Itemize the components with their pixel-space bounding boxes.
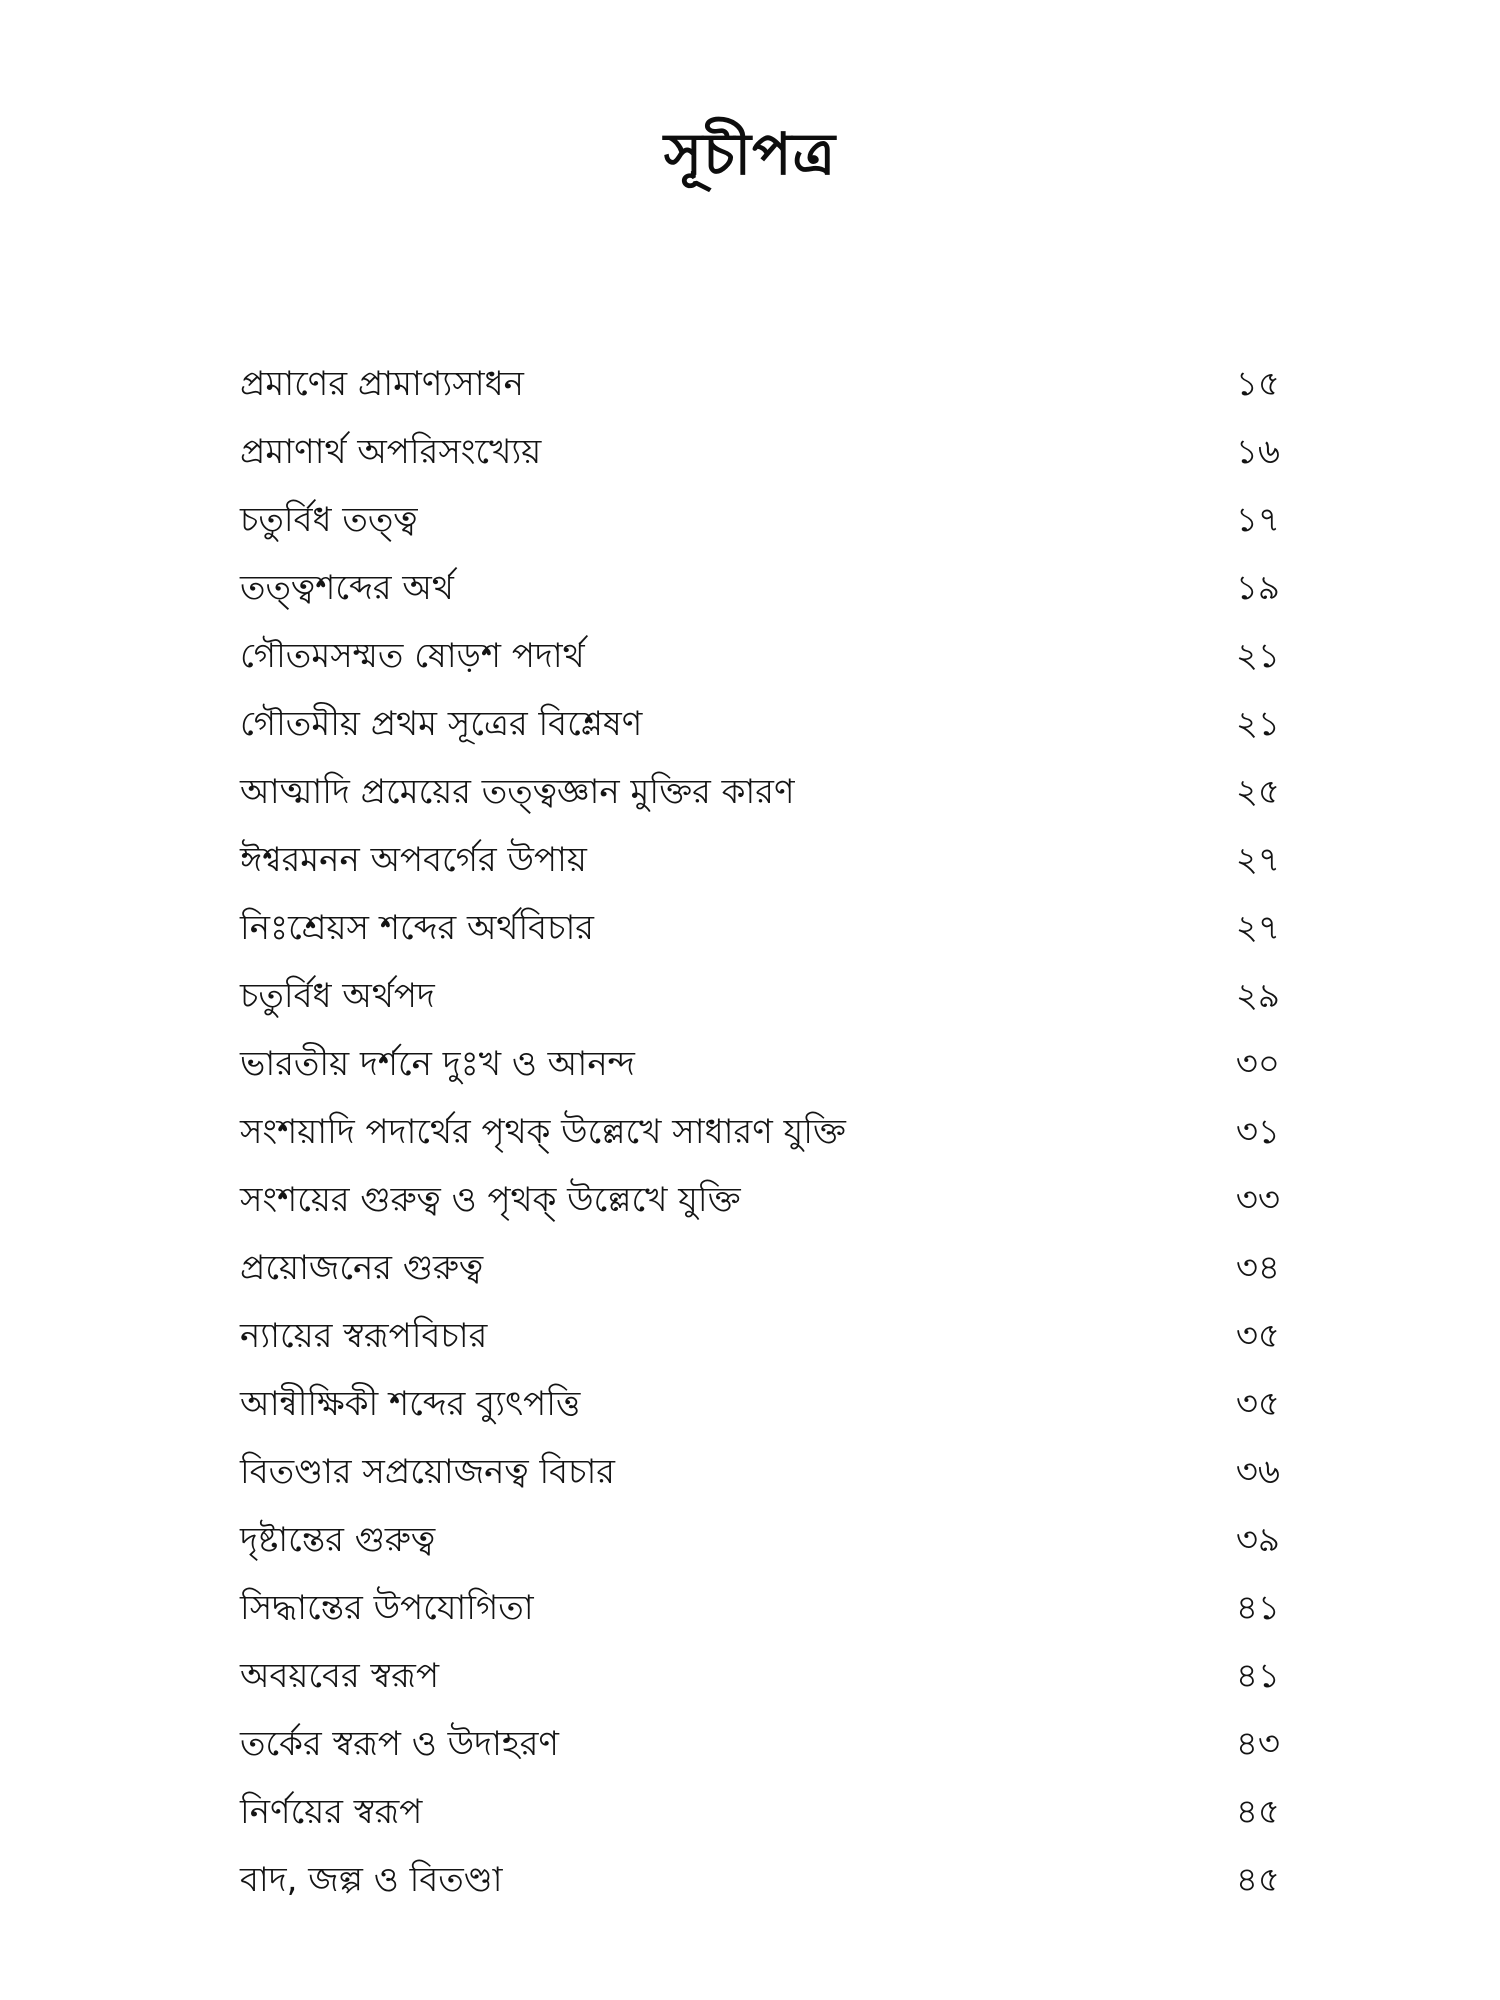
toc-entry-page: ২৯ bbox=[1235, 975, 1280, 1016]
toc-entry-page: ২১ bbox=[1235, 635, 1280, 676]
toc-entry-page: ২৫ bbox=[1235, 771, 1280, 812]
toc-entry-page: ৪৩ bbox=[1235, 1723, 1280, 1764]
toc-entry-title: গৌতমীয় প্রথম সূত্রের বিশ্লেষণ bbox=[240, 703, 643, 744]
toc-entry-page: ৪১ bbox=[1235, 1587, 1280, 1628]
toc-entry bbox=[240, 1848, 1280, 1916]
toc-entry-page: ১৫ bbox=[1235, 363, 1280, 404]
toc-entry-page: ৩৩ bbox=[1235, 1179, 1280, 1220]
toc-entry-title: ঈশ্বরমনন অপবর্গের উপায় bbox=[240, 839, 587, 880]
toc-entry bbox=[240, 1712, 1280, 1780]
toc-entry bbox=[240, 420, 1280, 488]
toc-entry bbox=[240, 828, 1280, 896]
toc-entry-title: বিতণ্ডার সপ্রয়োজনত্ব বিচার bbox=[240, 1451, 616, 1492]
toc-entry bbox=[240, 1644, 1280, 1712]
toc-entry bbox=[240, 964, 1280, 1032]
toc-entry-title: প্রমাণের প্রামাণ্যসাধন bbox=[240, 363, 524, 404]
toc-entry bbox=[240, 1576, 1280, 1644]
toc-entry-title: চতুর্বিধ তত্ত্ব bbox=[240, 499, 418, 540]
toc-entry-title: চতুর্বিধ অর্থপদ bbox=[240, 975, 435, 1016]
toc-entry bbox=[240, 624, 1280, 692]
toc-entry-title: সংশয়ের গুরুত্ব ও পৃথক্ উল্লেখে যুক্তি bbox=[240, 1179, 741, 1220]
toc-entry-title: আন্বীক্ষিকী শব্দের ব্যুৎপত্তি bbox=[240, 1383, 581, 1424]
toc-entry bbox=[240, 692, 1280, 760]
toc-entry-page: ২১ bbox=[1235, 703, 1280, 744]
toc-entry-title: তর্কের স্বরূপ ও উদাহরণ bbox=[240, 1723, 559, 1764]
toc-entry-page: ৩১ bbox=[1235, 1111, 1280, 1152]
toc-entry-page: ১৭ bbox=[1235, 499, 1280, 540]
toc-entry-page: ২৭ bbox=[1235, 907, 1280, 948]
toc-entry-title: আত্মাদি প্রমেয়ের তত্ত্বজ্ঞান মুক্তির কারণ bbox=[240, 771, 795, 812]
toc-entry bbox=[240, 556, 1280, 624]
toc-entry-page: ৩৯ bbox=[1235, 1519, 1280, 1560]
toc-entry-page: ৩৬ bbox=[1235, 1451, 1280, 1492]
toc-entry bbox=[240, 1304, 1280, 1372]
toc-entry bbox=[240, 1372, 1280, 1440]
toc-entry-title: নিঃশ্রেয়স শব্দের অর্থবিচার bbox=[240, 907, 595, 948]
toc-entry bbox=[240, 1032, 1280, 1100]
toc-entry bbox=[240, 1236, 1280, 1304]
toc-entry-title: সংশয়াদি পদার্থের পৃথক্ উল্লেখে সাধারণ যুক্তি bbox=[240, 1111, 846, 1152]
toc-entry-title: সিদ্ধান্তের উপযোগিতা bbox=[240, 1587, 534, 1628]
toc-entry-title: দৃষ্টান্তের গুরুত্ব bbox=[240, 1519, 436, 1560]
table-of-contents bbox=[240, 352, 1280, 1916]
toc-entry-page: ১৯ bbox=[1235, 567, 1280, 608]
toc-entry-title: তত্ত্বশব্দের অর্থ bbox=[240, 567, 454, 608]
toc-entry bbox=[240, 896, 1280, 964]
toc-entry bbox=[240, 488, 1280, 556]
toc-entry-title: গৌতমসম্মত ষোড়শ পদার্থ bbox=[240, 635, 585, 676]
toc-entry bbox=[240, 1100, 1280, 1168]
toc-entry bbox=[240, 1508, 1280, 1576]
toc-entry-page: ২৭ bbox=[1235, 839, 1280, 880]
toc-entry-page: ৩৪ bbox=[1235, 1247, 1280, 1288]
toc-entry-title: প্রয়োজনের গুরুত্ব bbox=[240, 1247, 484, 1288]
toc-entry-title: অবয়বের স্বরূপ bbox=[240, 1655, 440, 1696]
toc-entry-page: ১৬ bbox=[1235, 431, 1280, 472]
toc-entry-page: ৩৫ bbox=[1235, 1383, 1280, 1424]
toc-entry-page: ৪৫ bbox=[1235, 1791, 1280, 1832]
toc-entry-page: ৪১ bbox=[1235, 1655, 1280, 1696]
toc-entry bbox=[240, 1168, 1280, 1236]
toc-entry bbox=[240, 1440, 1280, 1508]
toc-entry bbox=[240, 1780, 1280, 1848]
page-title: সূচীপত্র bbox=[663, 120, 837, 188]
toc-entry-page: ৩০ bbox=[1235, 1043, 1280, 1084]
toc-entry-title: বাদ, জল্প ও বিতণ্ডা bbox=[240, 1859, 503, 1900]
toc-entry-title: প্রমাণার্থ অপরিসংখ্যেয় bbox=[240, 431, 542, 472]
toc-entry bbox=[240, 760, 1280, 828]
toc-entry-title: নির্ণয়ের স্বরূপ bbox=[240, 1791, 423, 1832]
toc-entry-page: ৪৫ bbox=[1235, 1859, 1280, 1900]
toc-entry-page: ৩৫ bbox=[1235, 1315, 1280, 1356]
toc-entry-title: ন্যায়ের স্বরূপবিচার bbox=[240, 1315, 488, 1356]
toc-entry bbox=[240, 352, 1280, 420]
toc-entry-title: ভারতীয় দর্শনে দুঃখ ও আনন্দ bbox=[240, 1043, 635, 1084]
